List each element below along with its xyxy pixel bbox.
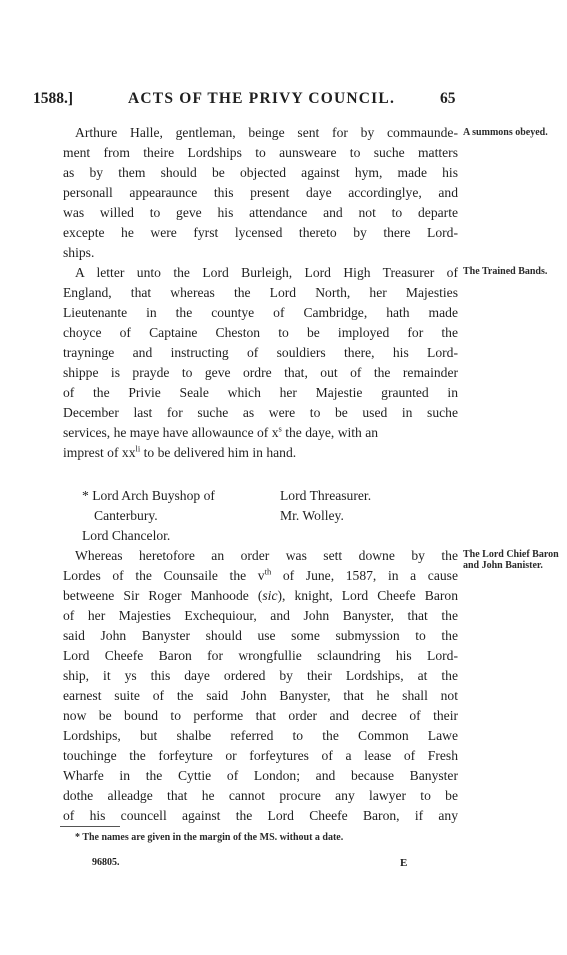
header-year: 1588.] — [33, 90, 74, 107]
text-line: excepte he were fyrst lycensed thereto by there Lord- — [63, 225, 458, 240]
margin-note-trained-bands: The Trained Bands. — [463, 266, 548, 277]
council-member: Lord Chancelor. — [82, 528, 171, 543]
text-line: touchinge the forfeyture or forfeytures of a lease of Fresh — [63, 748, 458, 763]
text-line: personall appearaunce this present daye accordinglye, and — [63, 185, 458, 200]
italic-sic: sic — [262, 588, 278, 603]
superscript: li — [135, 443, 141, 454]
text-line: ship, it ys this daye ordered by their Lordships, at the — [63, 668, 458, 683]
text-line — [63, 423, 458, 443]
text-line: dothe alleadge that he cannot procure any lawyer to be — [63, 788, 458, 803]
text-line: trayninge and instructing of souldiers there, his Lord- — [63, 345, 458, 360]
superscript: s — [278, 423, 282, 434]
text-line: A letter unto the Lord Burleigh, Lord High Treasurer of — [75, 265, 458, 280]
text-line: earnest suite of the said John Banyster, that he shall not — [63, 688, 458, 703]
text-line: Lieutenante in the countye of Cambridge, hath made — [63, 305, 458, 320]
text-line: of his councell against the Lord Cheefe Baron, if any — [63, 808, 458, 823]
text-fragment: imprest of xx — [63, 445, 136, 460]
text-line: Lordships, but shalbe referred to the Common Lawe — [63, 728, 458, 743]
text-fragment: to be delivered him in hand. — [140, 445, 297, 460]
text-line: now be bound to performe that order and decree of their — [63, 708, 458, 723]
text-line: as by them should be objected against hym, made his — [63, 165, 458, 180]
text-line: of the Privie Seale which her Majestie graunted in — [63, 385, 458, 400]
text-line: of her Majesties Exchequiour, and John Banyster, that the — [63, 608, 458, 623]
footnote-rule — [60, 826, 120, 827]
footnote: * The names are given in the margin of the MS. without a date. — [75, 832, 344, 843]
margin-note-chief-baron: The Lord Chief Baron and John Banister. — [463, 549, 559, 571]
text-line: choyce of Captaine Cheston to be imployed for the — [63, 325, 458, 340]
text-line: said John Banyster should use some submyssion to the — [63, 628, 458, 643]
council-member: Lord Threasurer. — [280, 488, 372, 503]
header-title: ACTS OF THE PRIVY COUNCIL. — [128, 90, 396, 107]
signature-letter: E — [400, 857, 408, 869]
text-fragment: the daye, with an — [281, 425, 379, 440]
text-line: Wharfe in the Cyttie of London; and because Banyster — [63, 768, 458, 783]
text-line: England, that whereas the Lord North, her Majesties — [63, 285, 458, 300]
text-line: December last for suche as were to be used in suche — [63, 405, 458, 420]
margin-note-summons: A summons obeyed. — [463, 127, 548, 138]
text-line: Arthure Halle, gentleman, beinge sent for by commaunde- — [75, 125, 458, 140]
text-fragment: services, he maye have allowaunce of x — [63, 425, 279, 440]
text-line — [63, 586, 458, 606]
text-line: Whereas heretofore an order was sett downe by the — [75, 548, 458, 563]
superscript: th — [264, 566, 272, 577]
signature-code: 96805. — [92, 857, 120, 868]
text-line: ment from theire Lordships to aunsweare to suche matters — [63, 145, 458, 160]
text-fragment: ), knight, Lord Cheefe Baron — [277, 588, 459, 603]
text-line: ships. — [63, 245, 95, 260]
text-line: Lord Cheefe Baron for wrongfullie sclaundring his Lord- — [63, 648, 458, 663]
text-line — [63, 566, 458, 586]
text-line — [63, 443, 458, 463]
text-line: shippe is prayde to geve ordre that, out of the remainder — [63, 365, 458, 380]
text-fragment: of June, 1587, in a cause — [271, 568, 458, 583]
text-line: was willed to geve his attendance and not to departe — [63, 205, 458, 220]
council-member: Canterbury. — [94, 508, 158, 523]
council-member: Mr. Wolley. — [280, 508, 344, 523]
text-fragment: Lordes of the Counsaile the v — [63, 568, 265, 583]
text-fragment: betweene Sir Roger Manhoode ( — [63, 588, 263, 603]
council-member: * Lord Arch Buyshop of — [82, 488, 215, 503]
header-page-number: 65 — [440, 90, 456, 107]
